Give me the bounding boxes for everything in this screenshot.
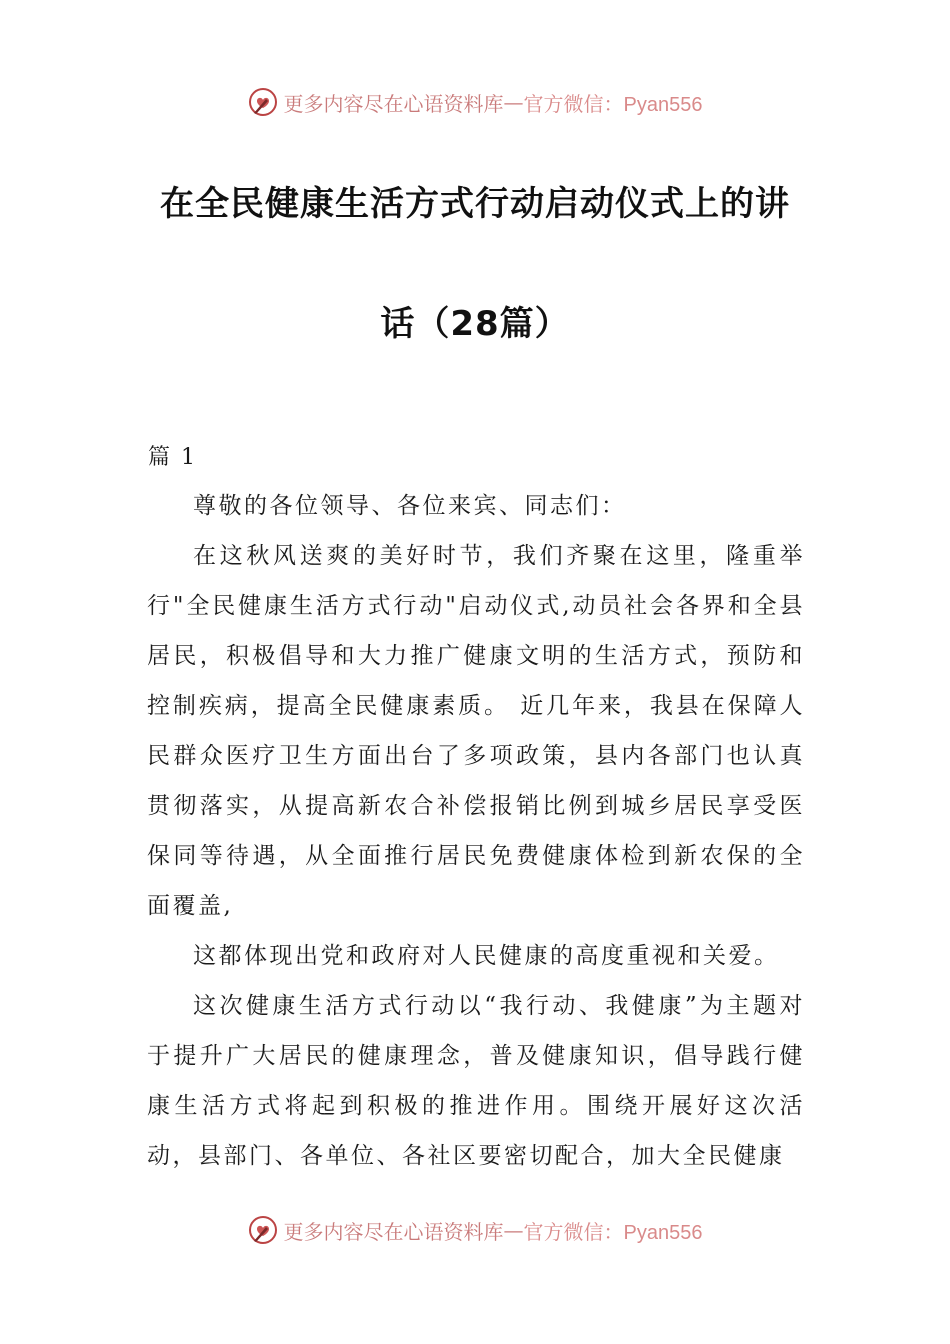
pen-heart-logo-icon xyxy=(248,87,278,117)
banner-wechat: 官方微信：Pyan556 xyxy=(523,1221,703,1244)
paragraph: 在这秋风送爽的美好时节，我们齐聚在这里，隆重举行"全民健康生活方式行动"启动仪式,动员社会各界和全县居民，积极倡导和大力推广健康文明的生活方式，预防和控制疾病，提高全民健康素质。 近几年来，我县在保障人民群众医疗卫生方面出台了多项政策，县内各部门也认真贯彻落实，从提高新农合补偿报销比例到城乡居民享受医保同等待遇，从全面推行居民免费健康体检到新农保的全面覆盖, xyxy=(147,543,805,919)
paragraph-salutation: 尊敬的各位领导、各位来宾、同志们： xyxy=(193,493,627,519)
header-watermark-banner xyxy=(0,82,950,122)
document-title-line-2: 话（28篇） xyxy=(380,304,570,344)
section-label: 篇 1 xyxy=(148,445,197,470)
banner-text: 更多内容尽在心语资料库 xyxy=(283,91,504,116)
banner-dash: — xyxy=(503,90,524,114)
footer-watermark-banner xyxy=(0,1210,950,1250)
banner-text: 更多内容尽在心语资料库 xyxy=(283,1219,504,1244)
paragraph: 这次健康生活方式行动以“我行动、我健康”为主题对于提升广大居民的健康理念，普及健康知识，倡导践行健康生活方式将起到积极的推进作用。围绕开展好这次活动，县部门、各单位、各社区要密切配合，加大全民健康 xyxy=(147,993,805,1169)
document-title-line-1: 在全民健康生活方式行动启动仪式上的讲 xyxy=(160,184,790,224)
paragraph: 这都体现出党和政府对人民健康的高度重视和关爱。 xyxy=(193,943,780,969)
banner-wechat: 官方微信：Pyan556 xyxy=(523,93,703,116)
banner-dash: — xyxy=(503,1218,524,1242)
pen-heart-logo-icon xyxy=(248,1215,278,1245)
document-body xyxy=(147,481,805,1181)
